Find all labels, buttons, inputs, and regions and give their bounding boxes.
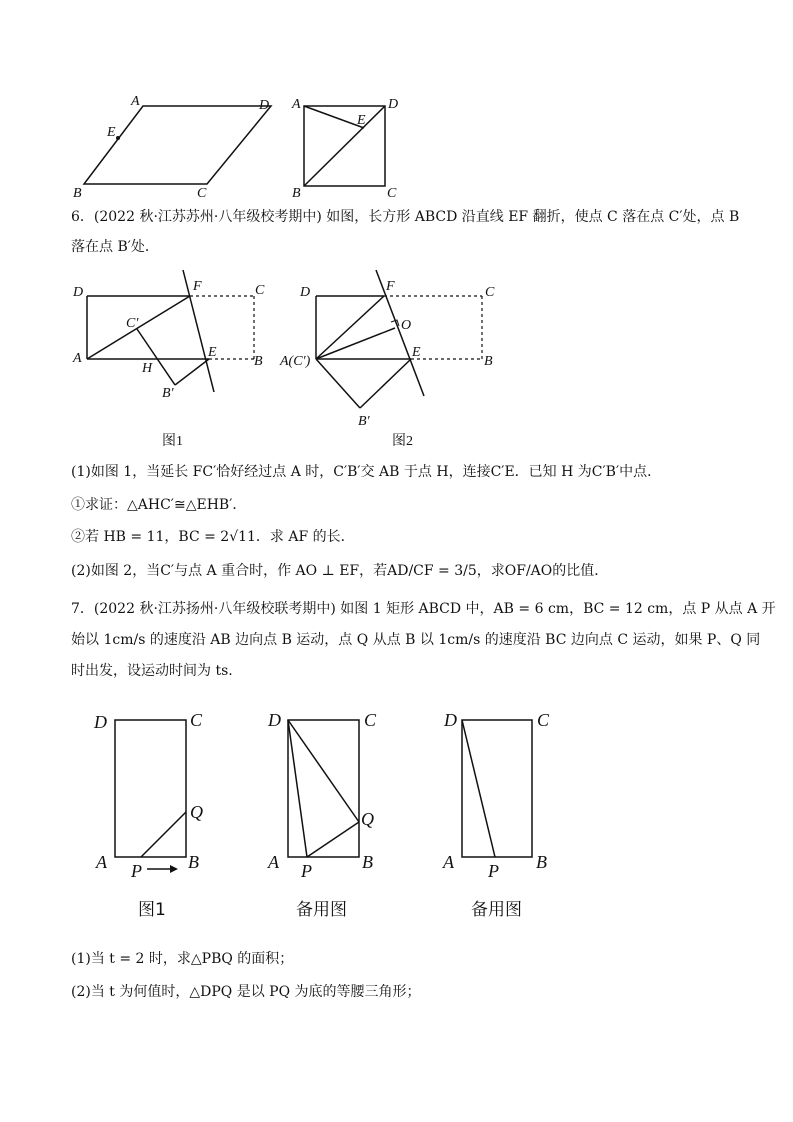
label-D: D	[268, 710, 281, 730]
label-D: D	[388, 97, 399, 112]
q7-part2: (2)当 t 为何值时，△DPQ 是以 PQ 为底的等腰三角形；	[71, 984, 421, 1000]
label-E: E	[412, 345, 421, 360]
q7-line1: 7．(2022 秋·江苏扬州·八年级校联考期中) 如图 1 矩形 ABCD 中，AB = 6 cm，BC = 12 cm，点 P 从点 A 开	[71, 601, 776, 617]
label-B: B	[254, 354, 263, 369]
label-B: B	[362, 852, 373, 872]
q6-part1a: ①求证：△AHC′≅△EHB′．	[71, 497, 247, 513]
q6-part1b: ②若 HB = 11，BC = 2√11．求 AF 的长．	[71, 529, 355, 545]
label-C: C	[485, 285, 495, 300]
q6-line2: 落在点 B′处．	[71, 239, 159, 255]
label-C: C	[190, 710, 203, 730]
label-B-prime: B′	[358, 414, 370, 429]
q6-fig1-caption: 图1	[162, 434, 183, 449]
label-B: B	[484, 354, 493, 369]
q7-line2: 始以 1cm/s 的速度沿 AB 边向点 B 运动，点 Q 从点 B 以 1cm/s 的速度沿 BC 边向点 C 运动，如果 P、Q 同	[71, 632, 761, 648]
label-E: E	[357, 113, 366, 128]
label-P: P	[131, 861, 142, 881]
label-D: D	[300, 285, 311, 300]
label-C: C	[255, 283, 265, 298]
q6-fig2-caption: 图2	[392, 434, 413, 449]
label-Q: Q	[361, 809, 374, 829]
label-C: C	[364, 710, 377, 730]
label-B: B	[292, 186, 301, 201]
label-O: O	[401, 318, 412, 333]
label-P: P	[488, 861, 499, 881]
label-E: E	[107, 125, 116, 140]
label-P: P	[301, 861, 312, 881]
label-A-C-prime: A(C′)	[280, 354, 311, 369]
label-C-prime: C′	[126, 316, 139, 331]
label-F: F	[193, 279, 202, 294]
label-F: F	[386, 279, 395, 294]
q6-line1: 6．(2022 秋·江苏苏州·八年级校考期中) 如图，长方形 ABCD 沿直线 EF 翻折，使点 C 落在点 C′处，点 B	[71, 209, 740, 225]
label-A: A	[443, 852, 454, 872]
label-B: B	[73, 186, 82, 201]
label-A: A	[292, 97, 301, 112]
label-D: D	[444, 710, 457, 730]
q6-part1: (1)如图 1，当延长 FC′恰好经过点 A 时，C′B′交 AB 于点 H，连接C′E．已知 H 为C′B′中点．	[71, 464, 662, 480]
q7-fig2-caption: 备用图	[296, 900, 347, 920]
q7-fig3-caption: 备用图	[471, 900, 522, 920]
label-B-prime: B′	[162, 386, 174, 401]
label-C: C	[387, 186, 397, 201]
label-A: A	[131, 94, 140, 109]
label-A: A	[73, 351, 82, 366]
q7-part1: (1)当 t = 2 时，求△PBQ 的面积；	[71, 951, 294, 967]
label-A: A	[268, 852, 279, 872]
label-E: E	[208, 345, 217, 360]
q7-fig1-caption: 图1	[138, 900, 166, 920]
label-C: C	[197, 186, 207, 201]
label-A: A	[96, 852, 107, 872]
label-C: C	[537, 710, 550, 730]
q7-line3: 时出发，设运动时间为 ts.	[71, 663, 233, 679]
q6-part2: (2)如图 2，当C′与点 A 重合时，作 AO ⊥ EF，若AD/CF = 3/5，求OF/AO的比值．	[71, 563, 609, 579]
label-D: D	[259, 98, 270, 113]
label-D: D	[94, 712, 107, 732]
label-D: D	[73, 285, 84, 300]
label-B: B	[188, 852, 199, 872]
label-B: B	[536, 852, 547, 872]
label-Q: Q	[190, 802, 203, 822]
label-H: H	[142, 361, 153, 376]
